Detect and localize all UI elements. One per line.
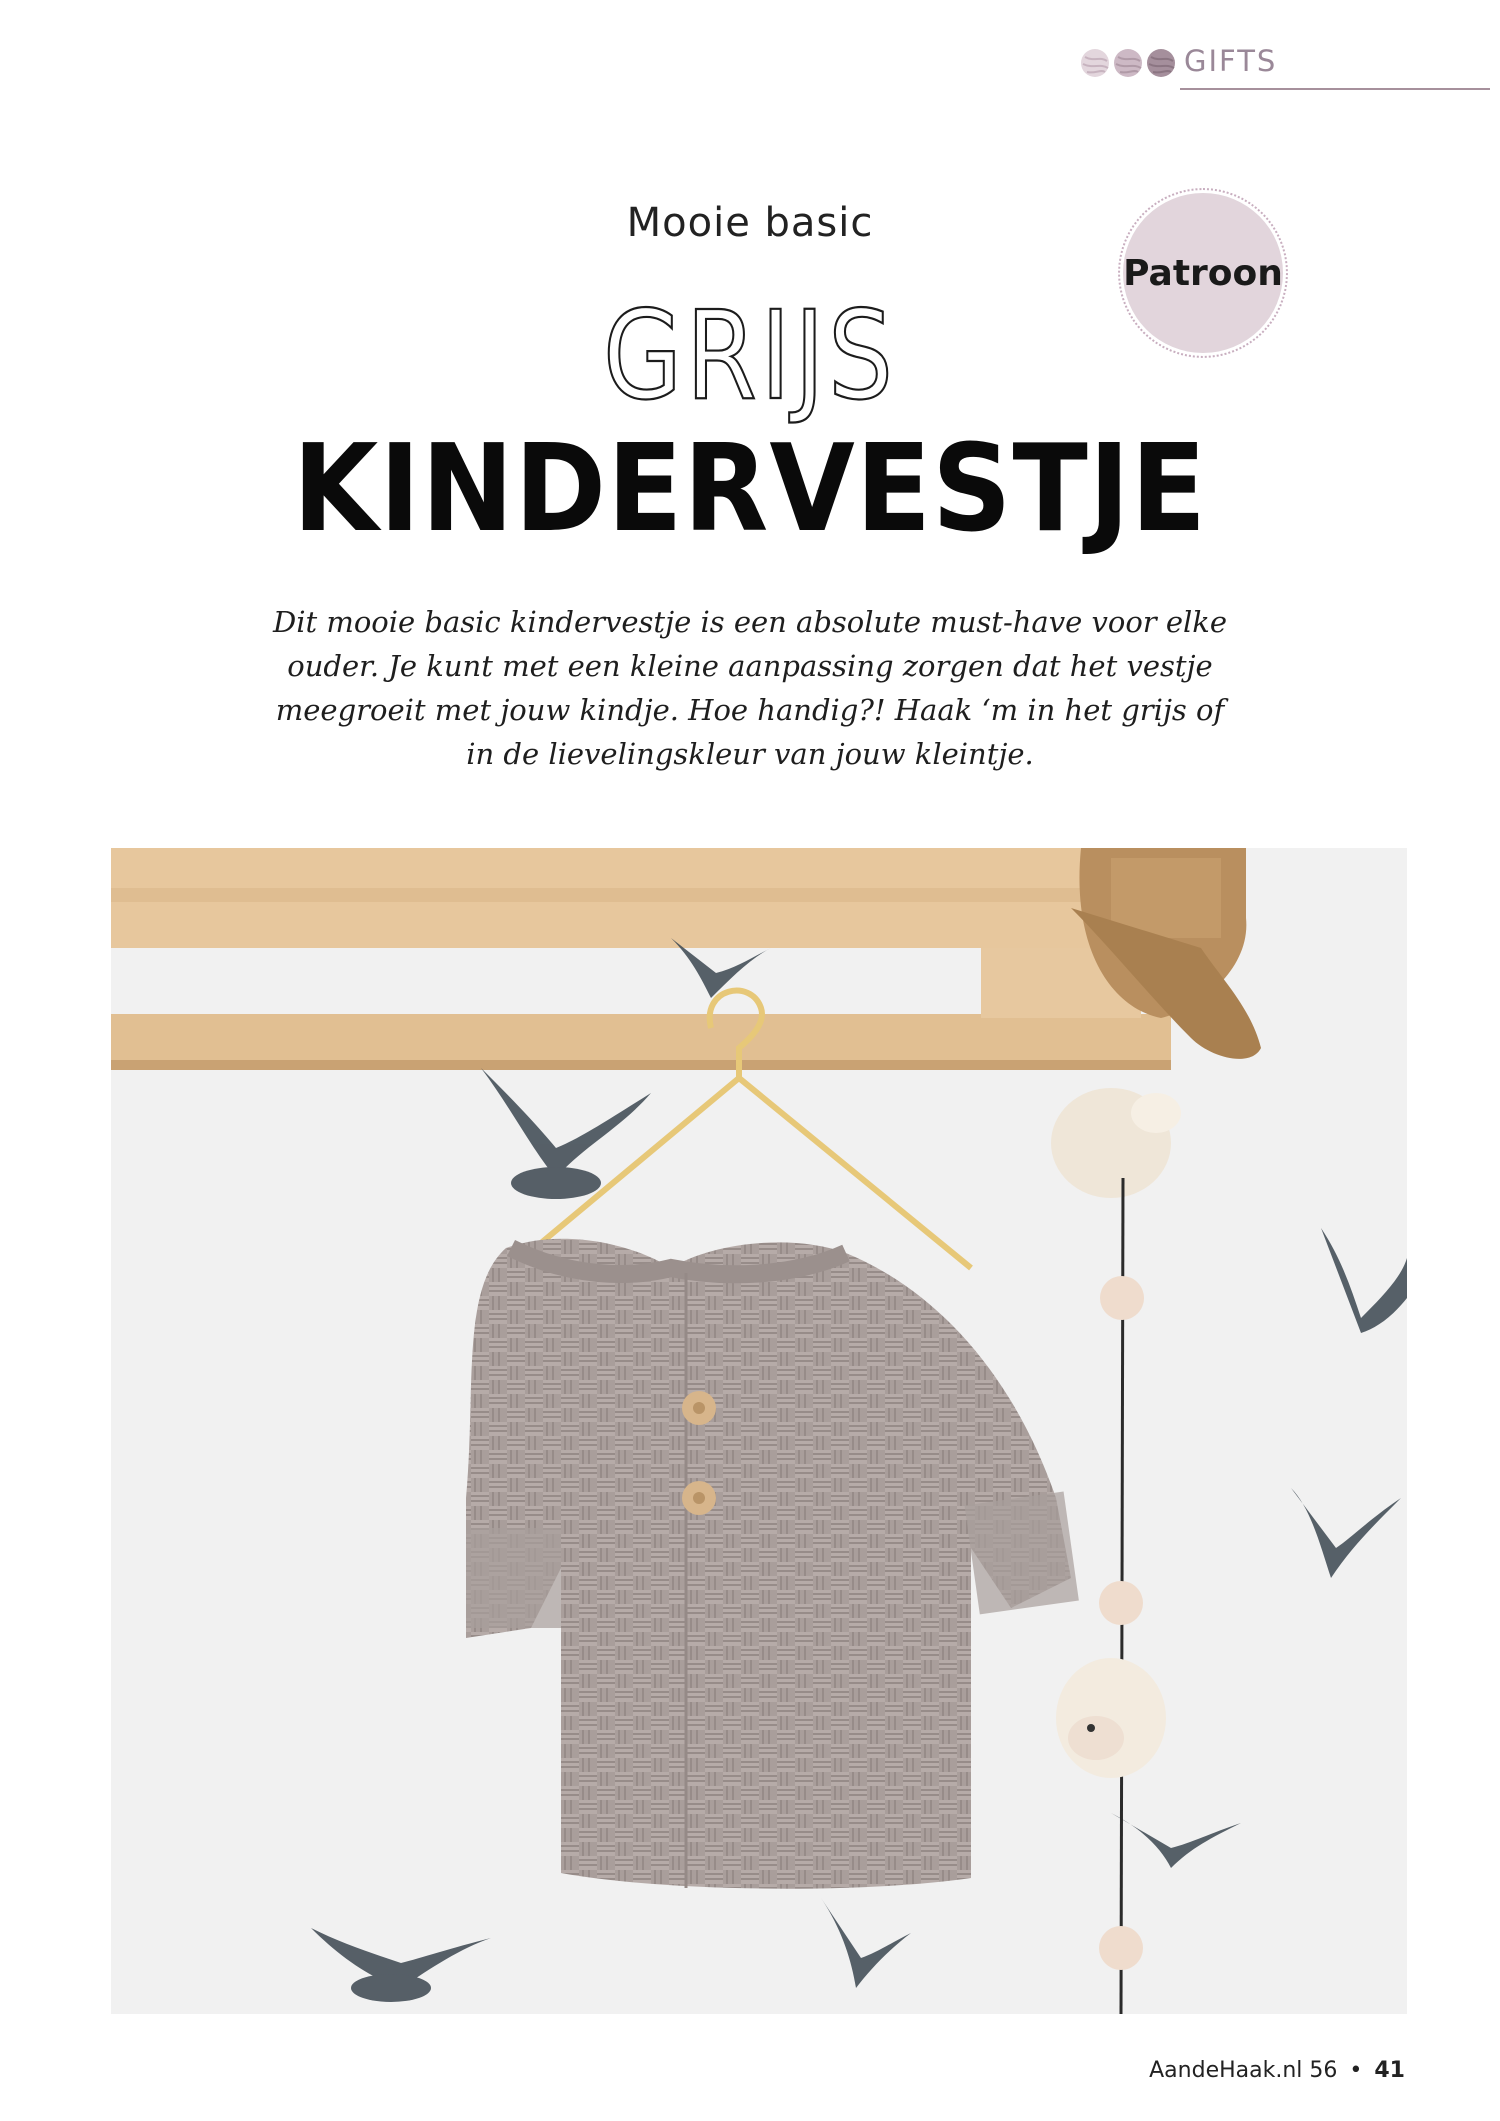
yarn-ball-icon — [1080, 48, 1110, 78]
cardigan-photo — [111, 848, 1407, 2014]
article-kicker: Mooie basic — [626, 200, 874, 246]
page-number: 41 — [1374, 2058, 1405, 2083]
title-bold — [0, 420, 1500, 559]
yarn-icons — [1080, 48, 1176, 78]
intro-paragraph: Dit mooie basic kindervestje is een absolute must-have voor elke ouder. Je kunt met een kleine aanpassing zorgen dat het vestje meegroeit met jouw kindje. Hoe handig?! Haak ‘m in het grijs of in de lievelingskleur van jouw kleintje. — [272, 605, 1228, 771]
title-light — [0, 285, 1500, 427]
section-header — [1080, 44, 1500, 92]
section-divider — [1180, 88, 1490, 90]
footer-bullet: • — [1349, 2058, 1363, 2083]
page-footer — [1149, 2058, 1405, 2083]
section-label: GIFTS — [1184, 44, 1278, 78]
yarn-ball-icon — [1146, 48, 1176, 78]
title-bold-text: KINDERVESTJE — [292, 420, 1208, 559]
yarn-ball-icon — [1113, 48, 1143, 78]
title-light-text: GRIJS — [603, 285, 897, 427]
badge-label: Patroon — [1123, 252, 1283, 294]
publication-name: AandeHaak.nl 56 — [1149, 2058, 1338, 2083]
